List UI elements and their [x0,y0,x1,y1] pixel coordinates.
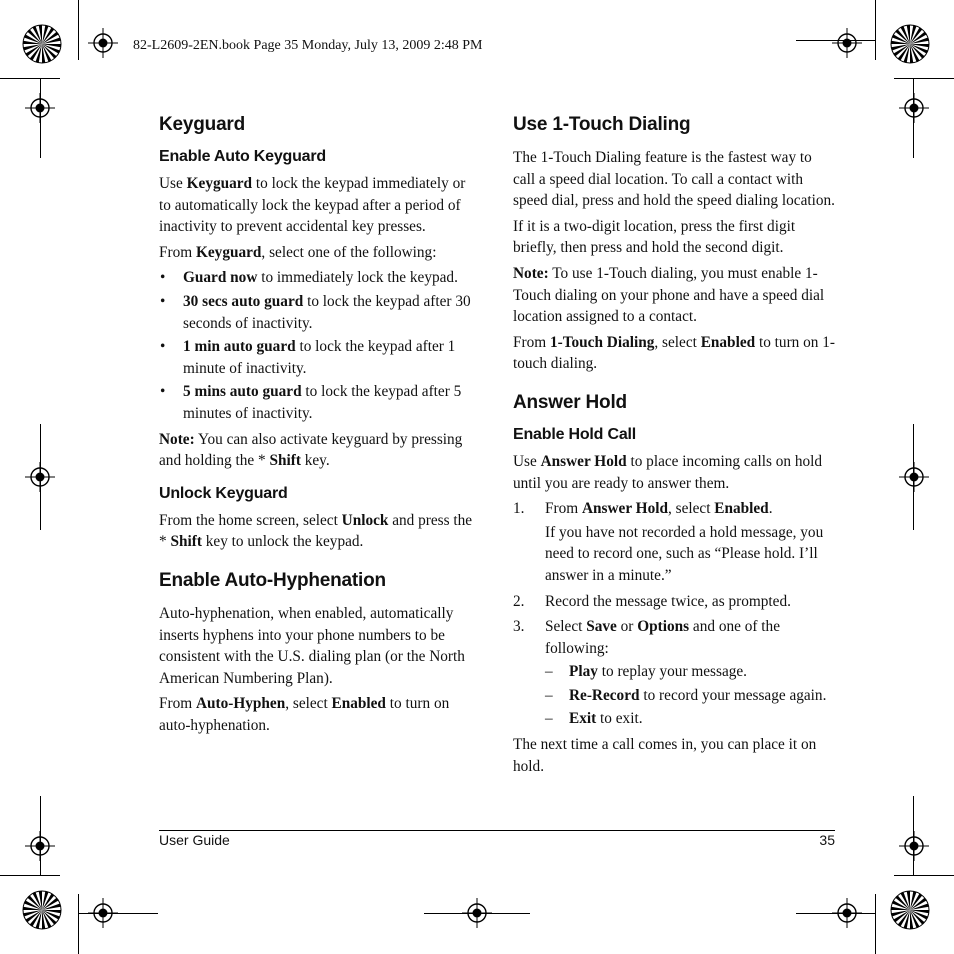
crop-line [875,0,876,60]
registration-mark-icon [899,93,929,123]
step-number: 3. [513,618,525,636]
list-item: – Exit to exit. [545,708,835,730]
paragraph: Use Keyguard to lock the keypad immediately or to automatically lock the keypad after a period of inactivity to prevent accidental key presses. [159,175,466,236]
crop-line [875,894,876,954]
crop-line [0,875,60,876]
paragraph: From the home screen, select Unlock and press the * Shift key to unlock the keypad. [159,511,473,551]
crop-line [894,875,954,876]
list-item: – Re-Record to record your message again. [545,685,835,707]
right-column [513,113,835,781]
registration-mark-icon [832,898,862,928]
paragraph: If it is a two-digit location, press the first digit briefly, then press and hold the second digit. [513,217,796,257]
registration-mark-icon [25,831,55,861]
paragraph: From Auto-Hyphen, select Enabled to turn on auto-hyphenation. [159,695,450,734]
paragraph: The next time a call comes in, you can place it on hold. [513,736,817,775]
list-item: • 30 secs auto guard to lock the keypad after 30 seconds of inactivity. [159,291,481,334]
crop-line [894,78,954,79]
section-title-auto-hyphenation: Enable Auto-Hyphenation [159,569,386,591]
registration-mark-icon [899,462,929,492]
step-number: 2. [513,592,525,610]
crop-line [0,78,60,79]
registration-mark-icon [88,28,118,58]
list-item: • 5 mins auto guard to lock the keypad after 5 minutes of inactivity. [159,381,481,424]
paragraph: Auto-hyphenation, when enabled, automatically inserts hyphens into your phone numbers to be consistent with the U.S. dialing plan (or the North American Numbering Plan). [159,604,465,687]
star-target-icon [890,890,930,930]
star-target-icon [22,890,62,930]
left-column [159,113,481,740]
step-item: 2. Record the message twice, as prompted. [513,591,835,613]
star-target-icon [22,24,62,64]
footer-title: User Guide [159,832,230,848]
step-item: 1. From Answer Hold, select Enabled. If you have not recorded a hold message, you need to record one, such as “Please hold. I’ll answer in a minute.” [513,498,835,586]
paragraph: From 1-Touch Dialing, select Enabled to turn on 1-touch dialing. [513,333,836,373]
section-title-keyguard: Keyguard [159,114,246,135]
step-item: 3. Select Save or Options and one of the following: – Play to replay your message. – Re-Record to record your message again. – Exit to exit. [513,616,835,730]
sub-option-list [545,661,835,730]
section-title-one-touch-dialing: Use 1-Touch Dialing [513,114,691,135]
list-item: – Play to replay your message. [545,661,835,683]
option-list [159,267,481,424]
step-list [513,498,835,730]
star-target-icon [890,24,930,64]
paragraph: Use Answer Hold to place incoming calls on hold until you are ready to answer them. [513,452,823,492]
section-title-answer-hold: Answer Hold [513,391,627,413]
registration-mark-icon [899,831,929,861]
step-detail: If you have not recorded a hold message, you need to record one, such as “Please hold. I’ll answer in a minute.” [545,523,824,584]
paragraph: From Keyguard, select one of the following: [159,243,437,261]
registration-mark-icon [832,28,862,58]
registration-mark-icon [462,898,492,928]
registration-mark-icon [25,93,55,123]
subsection-title-enable-auto-keyguard: Enable Auto Keyguard [159,148,326,165]
registration-mark-icon [25,462,55,492]
footer-rule [159,830,835,831]
page-number: 35 [819,832,835,848]
crop-line [78,894,79,954]
print-header-stamp: 82-L2609-2EN.book Page 35 Monday, July 13, 2009 2:48 PM [133,38,483,53]
note: Note: You can also activate keyguard by pressing and holding the * Shift key. [159,430,463,470]
list-item: • Guard now to immediately lock the keypad. [159,267,481,289]
subsection-title-unlock-keyguard: Unlock Keyguard [159,484,288,502]
step-number: 1. [513,500,525,518]
list-item: • 1 min auto guard to lock the keypad after 1 minute of inactivity. [159,336,481,379]
note: Note: To use 1-Touch dialing, you must enable 1-Touch dialing on your phone and have a speed dial location assigned to a contact. [513,264,825,326]
subsection-title-enable-hold-call: Enable Hold Call [513,425,637,443]
crop-line [78,0,79,60]
registration-mark-icon [88,898,118,928]
paragraph: The 1-Touch Dialing feature is the fastest way to call a speed dial location. To call a contact with speed dial, press and hold the speed dialing location. [513,149,836,210]
